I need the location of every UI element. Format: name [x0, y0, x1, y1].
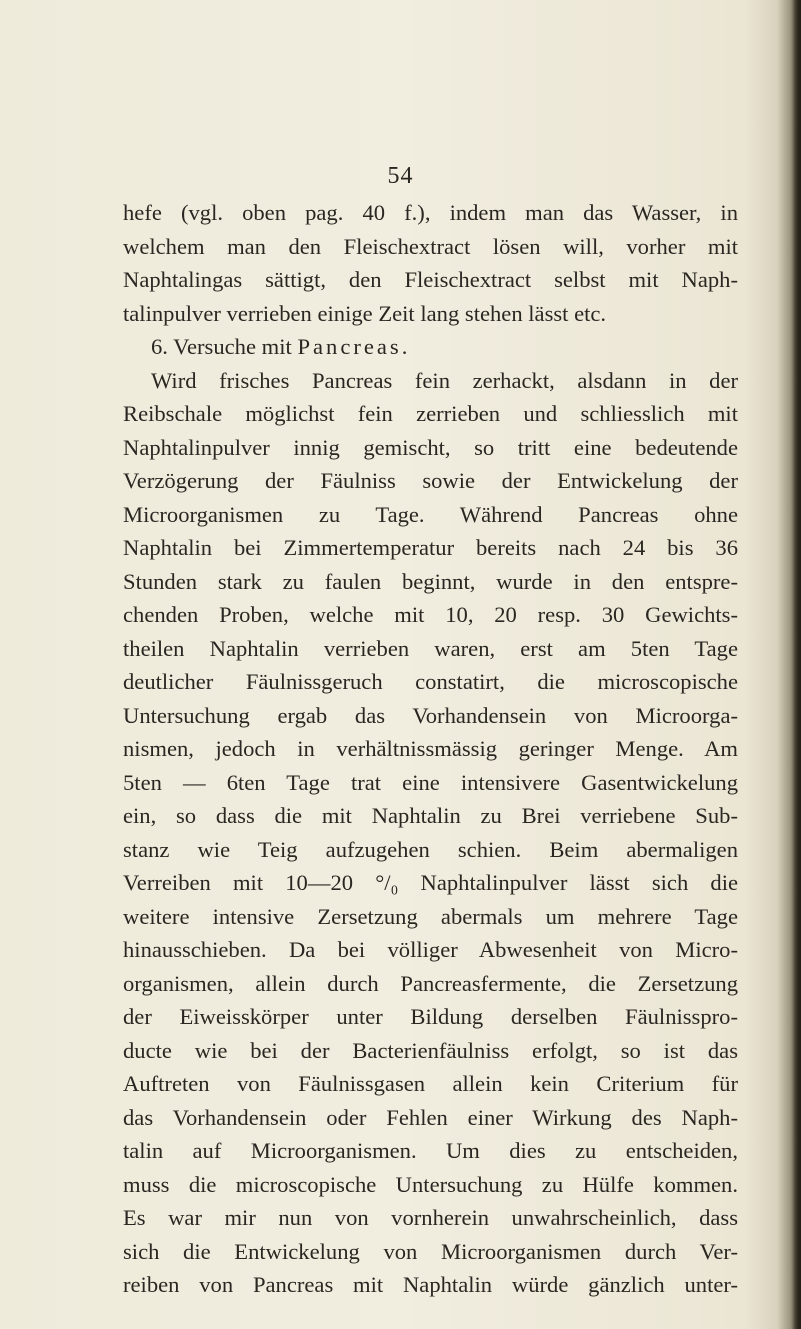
paragraph-line: Stunden stark zu faulen beginnt, wurde in den entspre-: [123, 568, 738, 594]
paragraph-line: Verzögerung der Fäulniss sowie der Entwickelung der: [123, 468, 738, 493]
paragraph-line: Reibschale möglichst fein zerrieben und schliesslich mit: [123, 401, 738, 426]
body-text: [123, 196, 738, 1302]
paragraph-line: Naphtalinpulver innig gemischt, so tritt eine bedeutende: [123, 434, 738, 460]
text-line: welchem man den Fleischextract lösen will, vorher mit: [123, 233, 738, 259]
page-number: 54: [387, 163, 414, 189]
section-heading-prefix: 6. Versuche mit: [151, 334, 292, 359]
paragraph-line: muss die microscopische Untersuchung zu Hülfe kommen.: [123, 1171, 738, 1197]
paragraph-line: der Eiweisskörper unter Bildung derselben Fäulnisspro-: [123, 1004, 738, 1029]
text-line: Naphtalingas sättigt, den Fleischextract selbst mit Naph-: [123, 267, 738, 292]
paragraph-line: Microorganismen zu Tage. Während Pancreas ohne: [123, 501, 738, 527]
paragraph-line: Wird frisches Pancreas fein zerhackt, alsdann in der: [151, 367, 738, 393]
text-line: talinpulver verrieben einige Zeit lang stehen lässt etc.: [123, 300, 607, 326]
section-heading-title: Pancreas.: [297, 334, 411, 359]
paragraph-line: Untersuchung ergab das Vorhandensein von Microorga-: [123, 702, 738, 728]
paragraph-line: ducte wie bei der Bacterienfäulniss erfolgt, so ist das: [123, 1037, 738, 1063]
paragraph-line: Es war mir nun von vornherein unwahrscheinlich, dass: [123, 1205, 738, 1230]
paragraph-line: stanz wie Teig aufzugehen schien. Beim abermaligen: [123, 836, 738, 862]
paragraph-line: ein, so dass die mit Naphtalin zu Brei verriebene Sub-: [123, 803, 738, 828]
paragraph-line: reiben von Pancreas mit Naphtalin würde gänzlich unter-: [123, 1272, 738, 1297]
paragraph-line: hinausschieben. Da bei völliger Abwesenheit von Micro-: [123, 937, 738, 962]
paragraph-line: das Vorhandensein oder Fehlen einer Wirkung des Naph-: [123, 1104, 738, 1130]
paragraph-line: deutlicher Fäulnissgeruch constatirt, die microscopische: [123, 669, 738, 694]
paragraph-line: chenden Proben, welche mit 10, 20 resp. 30 Gewichts-: [123, 602, 738, 627]
paragraph-line: Auftreten von Fäulnissgasen allein kein Criterium für: [123, 1071, 738, 1096]
paragraph-line: talin auf Microorganismen. Um dies zu entscheiden,: [123, 1138, 738, 1163]
paragraph-line: 5ten — 6ten Tage trat eine intensivere Gasentwickelung: [123, 769, 738, 795]
paragraph-line: Naphtalin bei Zimmertemperatur bereits nach 24 bis 36: [123, 535, 738, 560]
section-heading: [123, 330, 738, 364]
paragraph-line: weitere intensive Zersetzung abermals um mehrere Tage: [123, 903, 738, 929]
page-edge-shadow: [791, 0, 801, 1329]
paragraph-line: Verreiben mit 10—20 °/₀ Naphtalinpulver lässt sich die: [123, 870, 738, 895]
text-line: hefe (vgl. oben pag. 40 f.), indem man das Wasser, in: [123, 200, 738, 225]
paragraph-line: sich die Entwickelung von Microorganismen durch Ver-: [123, 1238, 738, 1264]
paragraph-line: organismen, allein durch Pancreasfermente, die Zersetzung: [123, 970, 738, 996]
paragraph-line: theilen Naphtalin verrieben waren, erst am 5ten Tage: [123, 635, 738, 661]
paragraph-line: nismen, jedoch in verhältnissmässig geringer Menge. Am: [123, 736, 738, 761]
